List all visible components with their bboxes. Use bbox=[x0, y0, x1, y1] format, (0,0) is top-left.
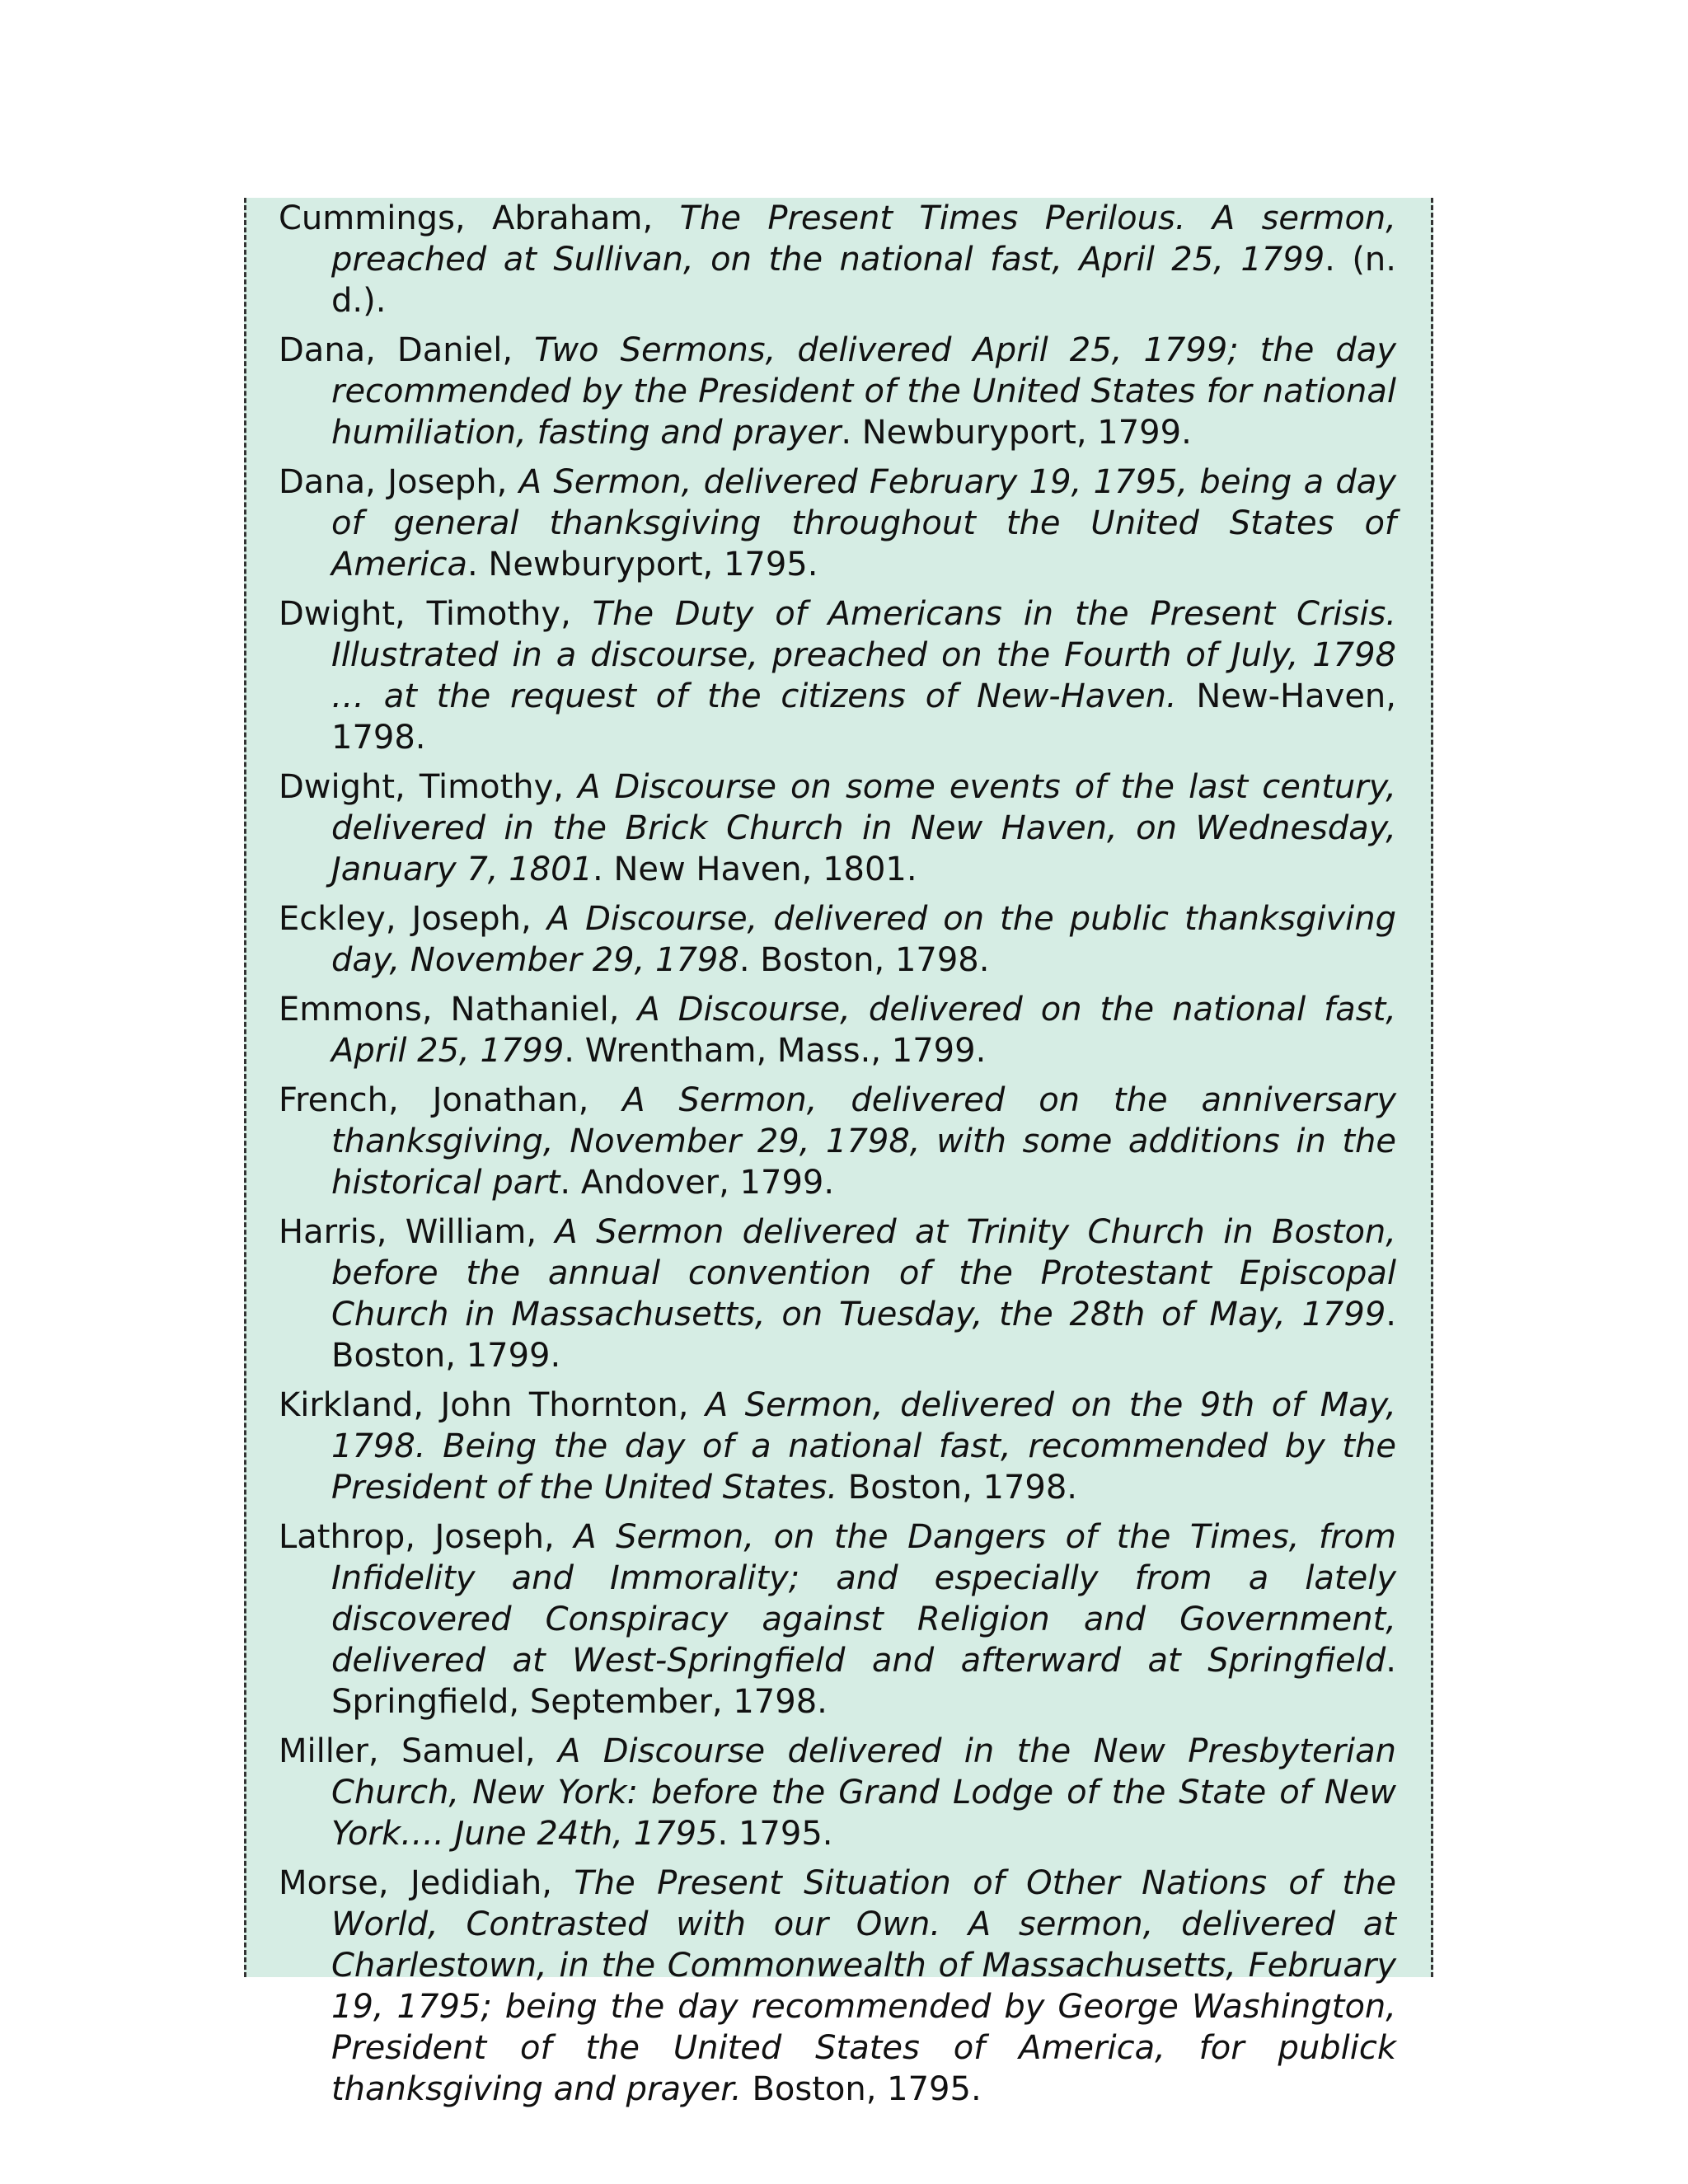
bibliography-list bbox=[279, 198, 1396, 2118]
bibliography-entry bbox=[279, 1385, 1396, 1508]
entry-author: Dwight, Timothy, bbox=[279, 595, 593, 633]
bibliography-entry bbox=[279, 593, 1396, 758]
bibliography-entry bbox=[279, 989, 1396, 1071]
bibliography-entry bbox=[279, 766, 1396, 890]
entry-publication: . Wrentham, Mass., 1799. bbox=[564, 1032, 987, 1070]
bibliography-entry bbox=[279, 330, 1396, 453]
entry-title: A Sermon delivered at Trinity Church in Boston, before the annual convention of the Protestant Episcopal Church in Massachusetts, on Tuesday, the 28th of May, 1799 bbox=[331, 1213, 1396, 1333]
entry-author: Lathrop, Joseph, bbox=[279, 1518, 574, 1556]
entry-author: Emmons, Nathaniel, bbox=[279, 991, 638, 1029]
entry-title: The Present Times Perilous. A sermon, preached at Sullivan, on the national fast, April 25, 1799 bbox=[331, 199, 1396, 279]
entry-publication: Boston, 1798. bbox=[837, 1469, 1078, 1507]
entry-publication: Boston, 1795. bbox=[741, 2070, 982, 2108]
bibliography-entry bbox=[279, 198, 1396, 321]
entry-author: French, Jonathan, bbox=[279, 1081, 623, 1119]
bibliography-entry bbox=[279, 1731, 1396, 1854]
entry-author: Eckley, Joseph, bbox=[279, 900, 547, 938]
bibliography-entry bbox=[279, 1516, 1396, 1722]
entry-publication: New-Haven, 1798. bbox=[331, 677, 1396, 757]
entry-title: A Discourse delivered in the New Presbyterian Church, New York: before the Grand Lodge of the State of New York…. June 24th, 1795 bbox=[331, 1732, 1396, 1853]
entry-title: A Discourse, delivered on the national fast, April 25, 1799 bbox=[331, 991, 1396, 1070]
entry-title: A Discourse on some events of the last century, delivered in the Brick Church in New Haven, on Wednesday, January 7, 1801 bbox=[331, 768, 1397, 888]
entry-title: A Sermon, delivered on the anniversary thanksgiving, November 29, 1798, with some additions in the historical part bbox=[331, 1081, 1396, 1202]
entry-title: The Duty of Americans in the Present Crisis. Illustrated in a discourse, preached on the Fourth of July, 1798 … at the request of the citizens of New-Haven. bbox=[331, 595, 1397, 715]
entry-author: Dana, Joseph, bbox=[279, 463, 519, 501]
entry-author: Morse, Jedidiah, bbox=[279, 1864, 574, 1902]
bibliography-entry bbox=[279, 898, 1396, 981]
bibliography-entry bbox=[279, 1863, 1396, 2110]
entry-author: Cummings, Abraham, bbox=[279, 199, 680, 237]
bibliography-entry bbox=[279, 462, 1396, 585]
entry-publication: . Boston, 1798. bbox=[738, 941, 990, 979]
entry-title: The Present Situation of Other Nations of the World, Contrasted with our Own. A sermon, delivered at Charlestown, in the Commonwealth of Massachusetts, February 19, 1795; being the day recommended by George Washington, President of the United States of America, for publick thanksgiving and prayer. bbox=[331, 1864, 1397, 2108]
bibliography-entry bbox=[279, 1080, 1396, 1203]
bibliography-entry bbox=[279, 1212, 1396, 1376]
entry-author: Miller, Samuel, bbox=[279, 1732, 558, 1770]
entry-publication: . Newburyport, 1799. bbox=[841, 414, 1192, 452]
entry-author: Dwight, Timothy, bbox=[279, 768, 579, 806]
entry-author: Dana, Daniel, bbox=[279, 331, 535, 369]
entry-publication: . Andover, 1799. bbox=[560, 1164, 835, 1202]
entry-title: Two Sermons, delivered April 25, 1799; the day recommended by the President of the United States for national humiliation, fasting and prayer bbox=[331, 331, 1396, 452]
entry-title: A Sermon, on the Dangers of the Times, from Infidelity and Immorality; and especially from a lately discovered Conspiracy against Religion and Government, delivered at West-Springfield and afterward at Springfield bbox=[331, 1518, 1396, 1680]
entry-publication: . 1795. bbox=[717, 1815, 833, 1853]
entry-title: A Sermon, delivered February 19, 1795, being a day of general thanksgiving throughout the United States of America bbox=[331, 463, 1396, 583]
entry-author: Harris, William, bbox=[279, 1213, 556, 1251]
entry-publication: . Boston, 1799. bbox=[331, 1296, 1396, 1375]
entry-publication: . (n. d.). bbox=[331, 241, 1396, 320]
entry-publication: . Springfield, September, 1798. bbox=[331, 1642, 1396, 1721]
entry-author: Kirkland, John Thornton, bbox=[279, 1386, 706, 1424]
entry-publication: . Newburyport, 1795. bbox=[467, 546, 818, 583]
entry-publication: . New Haven, 1801. bbox=[593, 851, 917, 888]
entry-title: A Discourse, delivered on the public thanksgiving day, November 29, 1798 bbox=[331, 900, 1396, 979]
entry-title: A Sermon, delivered on the 9th of May, 1798. Being the day of a national fast, recommended by the President of the United States. bbox=[331, 1386, 1396, 1507]
